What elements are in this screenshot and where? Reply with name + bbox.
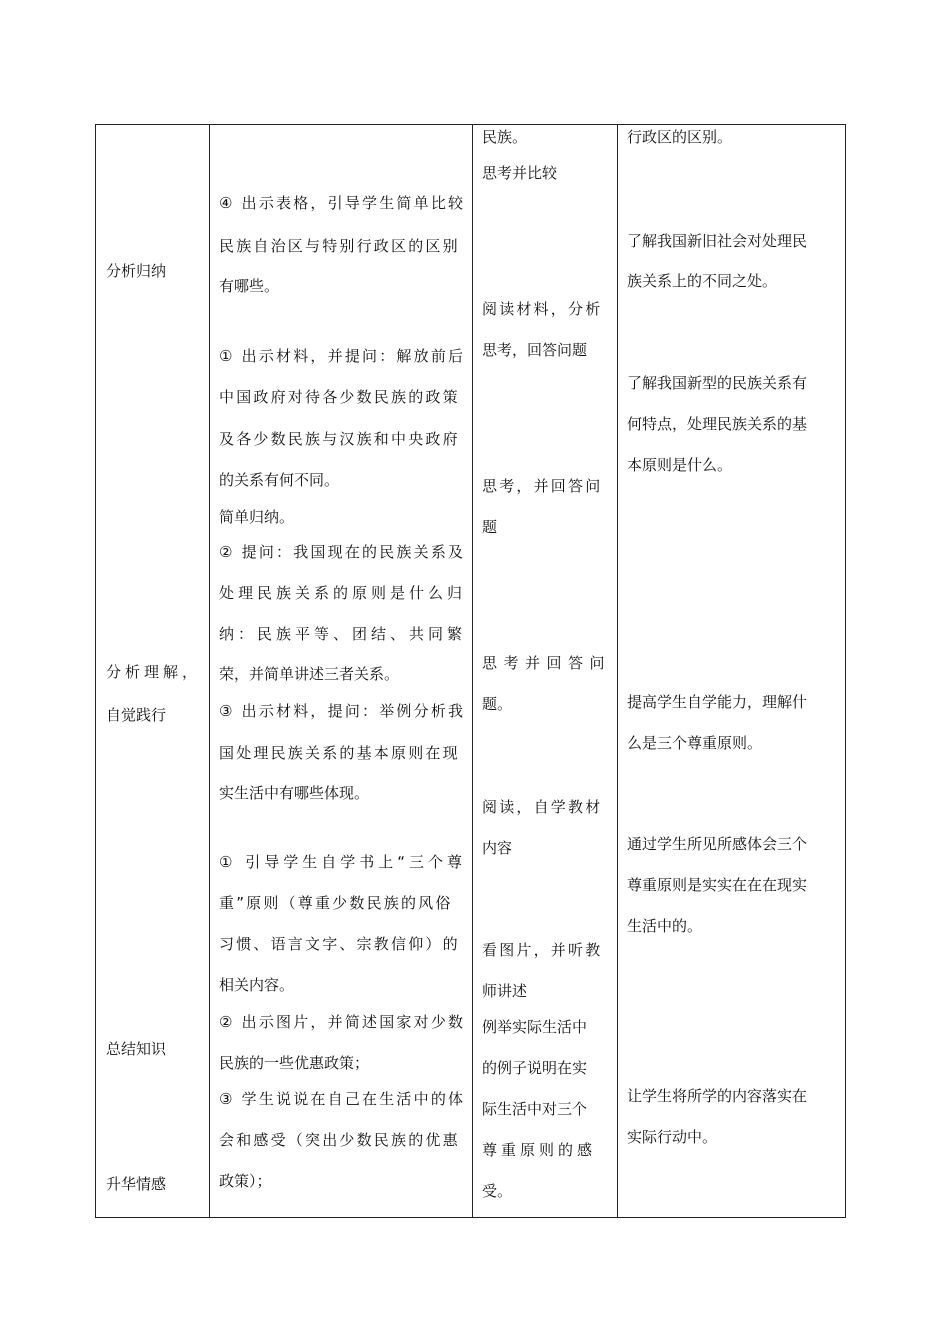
column-divider xyxy=(209,124,210,1218)
teacher-activity-line: 民族的一些优惠政策； xyxy=(219,1054,370,1072)
teacher-activity-line: ② 出示图片，并简述国家对少数 xyxy=(219,1013,466,1031)
teacher-activity-line: ② 提问：我国现在的民族关系及 xyxy=(219,543,466,561)
teacher-activity-line: 的关系有何不同。 xyxy=(219,471,340,489)
column-divider xyxy=(472,124,473,1218)
teacher-activity-line: 国处理民族关系的基本原则在现 xyxy=(219,744,460,762)
design-intent-line: 让学生将所学的内容落实在 xyxy=(627,1087,808,1105)
stage-label: 自觉践行 xyxy=(106,706,167,724)
student-activity-line: 阅读材料，分析 xyxy=(482,300,603,318)
design-intent-line: 尊重原则是实实在在在现实 xyxy=(627,876,808,894)
design-intent-line: 生活中的。 xyxy=(627,917,703,935)
design-intent-line: 实际行动中。 xyxy=(627,1128,718,1146)
teacher-activity-line: 民族自治区与特别行政区的区别 xyxy=(219,237,460,255)
design-intent-line: 族关系上的不同之处。 xyxy=(627,272,778,290)
teacher-activity-line: 纳：民族平等、团结、共同繁 xyxy=(219,625,467,643)
student-activity-line: 内容 xyxy=(482,839,513,857)
teacher-activity-line: 及各少数民族与汉族和中央政府 xyxy=(219,430,460,448)
student-activity-line: 民族。 xyxy=(482,128,528,146)
design-intent-line: 通过学生所见所感体会三个 xyxy=(627,835,808,853)
student-activity-line: 例举实际生活中 xyxy=(482,1018,588,1036)
student-activity-line: 的例子说明在实 xyxy=(482,1059,588,1077)
teacher-activity-line: ③ 学生说说在自己在生活中的体 xyxy=(219,1090,466,1108)
student-activity-line: 师讲述 xyxy=(482,982,528,1000)
teacher-activity-line: 荣，并简单讲述三者关系。 xyxy=(219,665,400,683)
design-intent-line: 提高学生自学能力，理解什 xyxy=(627,693,808,711)
student-activity-line: 思考并比较 xyxy=(482,164,558,182)
student-activity-line: 尊重原则的感 xyxy=(482,1141,597,1159)
column-divider xyxy=(617,124,618,1218)
teacher-activity-line: 实生活中有哪些体现。 xyxy=(219,784,370,802)
stage-label: 分析理解， xyxy=(106,663,202,681)
teacher-activity-line: ④ 出示表格，引导学生简单比较 xyxy=(219,194,466,212)
teacher-activity-line: 政策）； xyxy=(219,1172,272,1190)
teacher-activity-line: ① 出示材料，并提问：解放前后 xyxy=(219,347,466,365)
stage-label: 升华情感 xyxy=(106,1175,167,1193)
student-activity-line: 题 xyxy=(482,518,498,536)
teacher-activity-line: ① 引导学生自学书上“三个尊 xyxy=(219,853,466,871)
student-activity-line: 际生活中对三个 xyxy=(482,1100,588,1118)
teacher-activity-line: 会和感受（突出少数民族的优惠 xyxy=(219,1131,460,1149)
student-activity-line: 受。 xyxy=(482,1182,513,1200)
teacher-activity-line: 处理民族关系的原则是什么归 xyxy=(219,584,467,602)
teacher-activity-line: 习惯、语言文字、宗教信仰）的 xyxy=(219,935,460,953)
student-activity-line: 阅读，自学教材 xyxy=(482,798,603,816)
stage-label: 分析归纳 xyxy=(106,262,167,280)
teacher-activity-line: 中国政府对待各少数民族的政策 xyxy=(219,388,460,406)
teacher-activity-line: 简单归纳。 xyxy=(219,508,295,526)
design-intent-line: 行政区的区别。 xyxy=(627,128,733,146)
student-activity-line: 看图片，并听教 xyxy=(482,941,603,959)
student-activity-line: 思考，并回答问 xyxy=(482,477,603,495)
student-activity-line: 思考并回答问 xyxy=(482,654,612,672)
teacher-activity-line: 相关内容。 xyxy=(219,976,295,994)
design-intent-line: 何特点，处理民族关系的基 xyxy=(627,415,808,433)
design-intent-line: 本原则是什么。 xyxy=(627,456,733,474)
student-activity-line: 题。 xyxy=(482,695,513,713)
design-intent-line: 了解我国新型的民族关系有 xyxy=(627,374,808,392)
design-intent-line: 了解我国新旧社会对处理民 xyxy=(627,232,808,250)
student-activity-line: 思考，回答问题 xyxy=(482,341,588,359)
stage-label: 总结知识 xyxy=(106,1040,167,1058)
teacher-activity-line: ③ 出示材料，提问：举例分析我 xyxy=(219,702,466,720)
teacher-activity-line: 重”原则（尊重少数民族的风俗 xyxy=(219,894,453,912)
design-intent-line: 么是三个尊重原则。 xyxy=(627,734,763,752)
teacher-activity-line: 有哪些。 xyxy=(219,277,280,295)
